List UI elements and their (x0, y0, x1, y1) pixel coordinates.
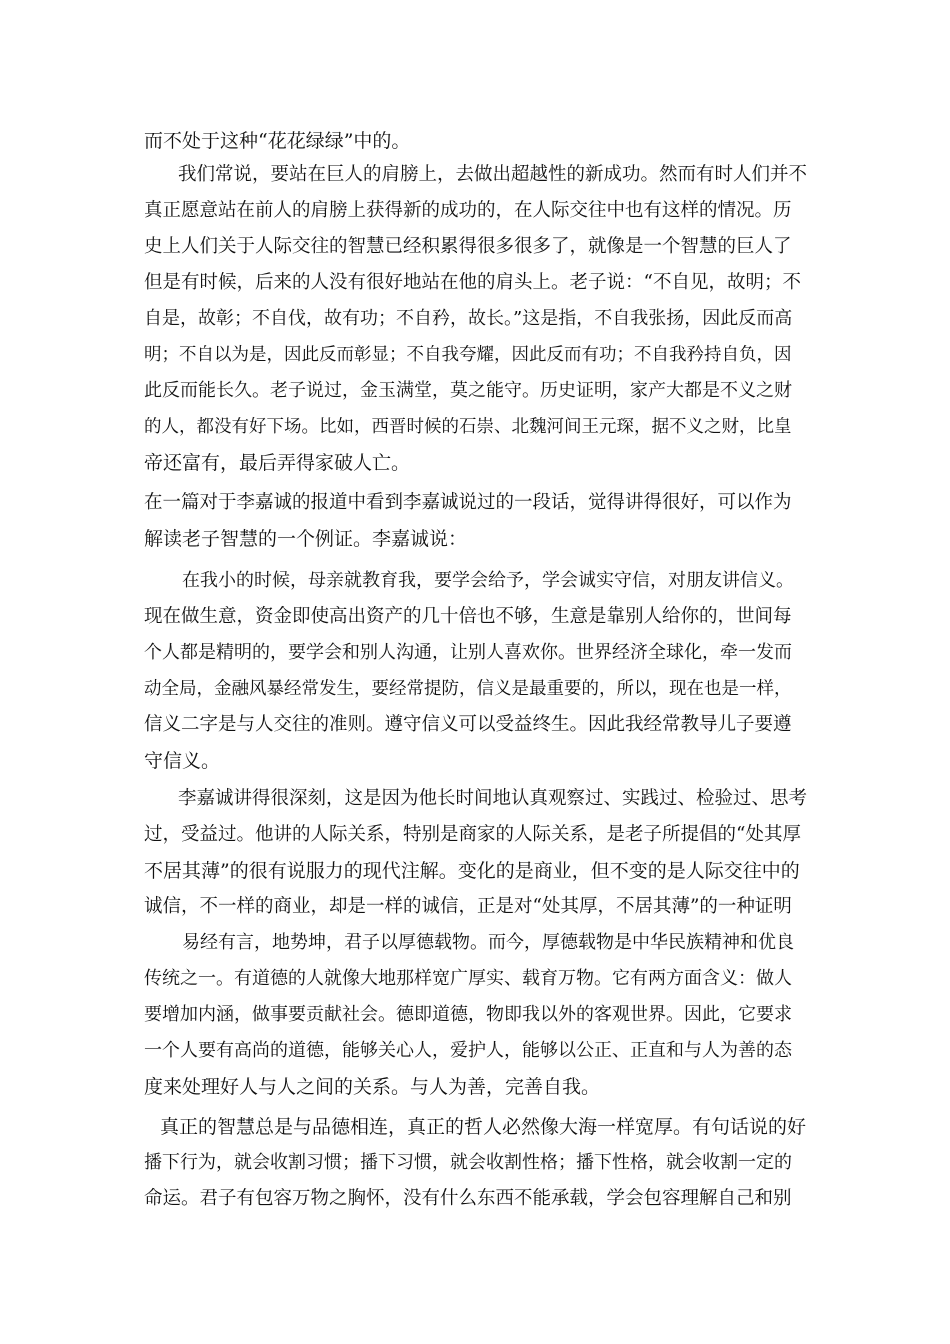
text-line: 守信义。 (144, 750, 221, 772)
text-line: 解读老子智慧的一个例证。李嘉诚说： (144, 528, 468, 550)
text-line: 命运。君子有包容万物之胸怀，没有什么东西不能承载，学会包容理解自己和别 (144, 1188, 792, 1209)
text-line: 此反而能长久。老子说过，金玉满堂，莫之能守。历史证明，家产大都是不义之财 (144, 380, 792, 401)
text-line: 明；不自以为是，因此反而彰显；不自我夸耀，因此反而有功；不自我矜持自负，因 (144, 345, 792, 365)
text-line: 现在做生意，资金即使高出资产的几十倍也不够，生意是靠别人给你的，世间每 (144, 606, 792, 627)
text-line: 一个人要有高尚的道德，能够关心人，爱护人，能够以公正、正直和与人为善的态 (144, 1040, 792, 1061)
text-line: 的人，都没有好下场。比如，西晋时候的石崇、北魏河间王元琛，据不义之财，比皇 (144, 417, 792, 437)
text-line: 我们常说，要站在巨人的肩膀上，去做出超越性的新成功。然而有时人们并不 (178, 164, 808, 185)
text-line: 自是，故彰；不自伐，故有功；不自矜，故长。”这是指，不自我张扬，因此反而高 (144, 308, 793, 329)
text-line: 真正的智慧总是与品德相连，真正的哲人必然像大海一样宽厚。有句话说的好 (160, 1116, 807, 1138)
text-line: 个人都是精明的，要学会和别人沟通，让别人喜欢你。世界经济全球化，牵一发而 (144, 642, 792, 663)
text-line: 帝还富有，最后弄得家破人亡。 (144, 452, 411, 474)
text-line: 真正愿意站在前人的肩膀上获得新的成功的，在人际交往中也有这样的情况。历 (144, 200, 792, 221)
text-line: 播下行为，就会收割习惯；播下习惯，就会收割性格；播下性格，就会收割一定的 (144, 1152, 792, 1173)
text-line: 信义二字是与人交往的准则。遵守信义可以受益终生。因此我经常教导儿子要遵 (144, 714, 792, 735)
text-line: 不居其薄”的很有说服力的现代注解。变化的是商业，但不变的是人际交往中的 (144, 860, 800, 882)
text-line: 但是有时候，后来的人没有很好地站在他的肩头上。老子说：“不自见，故明；不 (144, 272, 801, 293)
text-line: 要增加内涵，做事要贡献社会。德即道德，物即我以外的客观世界。因此，它要求 (144, 1004, 792, 1025)
text-line: 诚信，不一样的商业，却是一样的诚信，正是对“处其厚，不居其薄”的一种证明 (144, 896, 792, 917)
text-line: 史上人们关于人际交往的智慧已经积累得很多很多了，就像是一个智慧的巨人了 (144, 236, 792, 257)
text-line: 易经有言，地势坤，君子以厚德载物。而今，厚德载物是中华民族精神和优良 (182, 932, 794, 953)
text-line: 李嘉诚讲得很深刻，这是因为他长时间地认真观察过、实践过、检验过、思考 (178, 788, 808, 809)
text-line: 而不处于这种“花花绿绿”中的。 (144, 130, 411, 152)
text-line: 传统之一。有道德的人就像大地那样宽广厚实、载育万物。它有两方面含义：做人 (144, 968, 792, 989)
text-line: 过，受益过。他讲的人际关系，特别是商家的人际关系，是老子所提倡的“处其厚 (144, 824, 801, 845)
text-line: 在一篇对于李嘉诚的报道中看到李嘉诚说过的一段话，觉得讲得很好，可以作为 (144, 492, 792, 513)
text-line: 在我小的时候，母亲就教育我，要学会给予，学会诚实守信，对朋友讲信义。 (182, 570, 794, 591)
text-line: 动全局，金融风暴经常发生，要经常提防，信义是最重要的，所以，现在也是一样， (144, 679, 792, 699)
text-line: 度来处理好人与人之间的关系。与人为善，完善自我。 (144, 1076, 601, 1098)
